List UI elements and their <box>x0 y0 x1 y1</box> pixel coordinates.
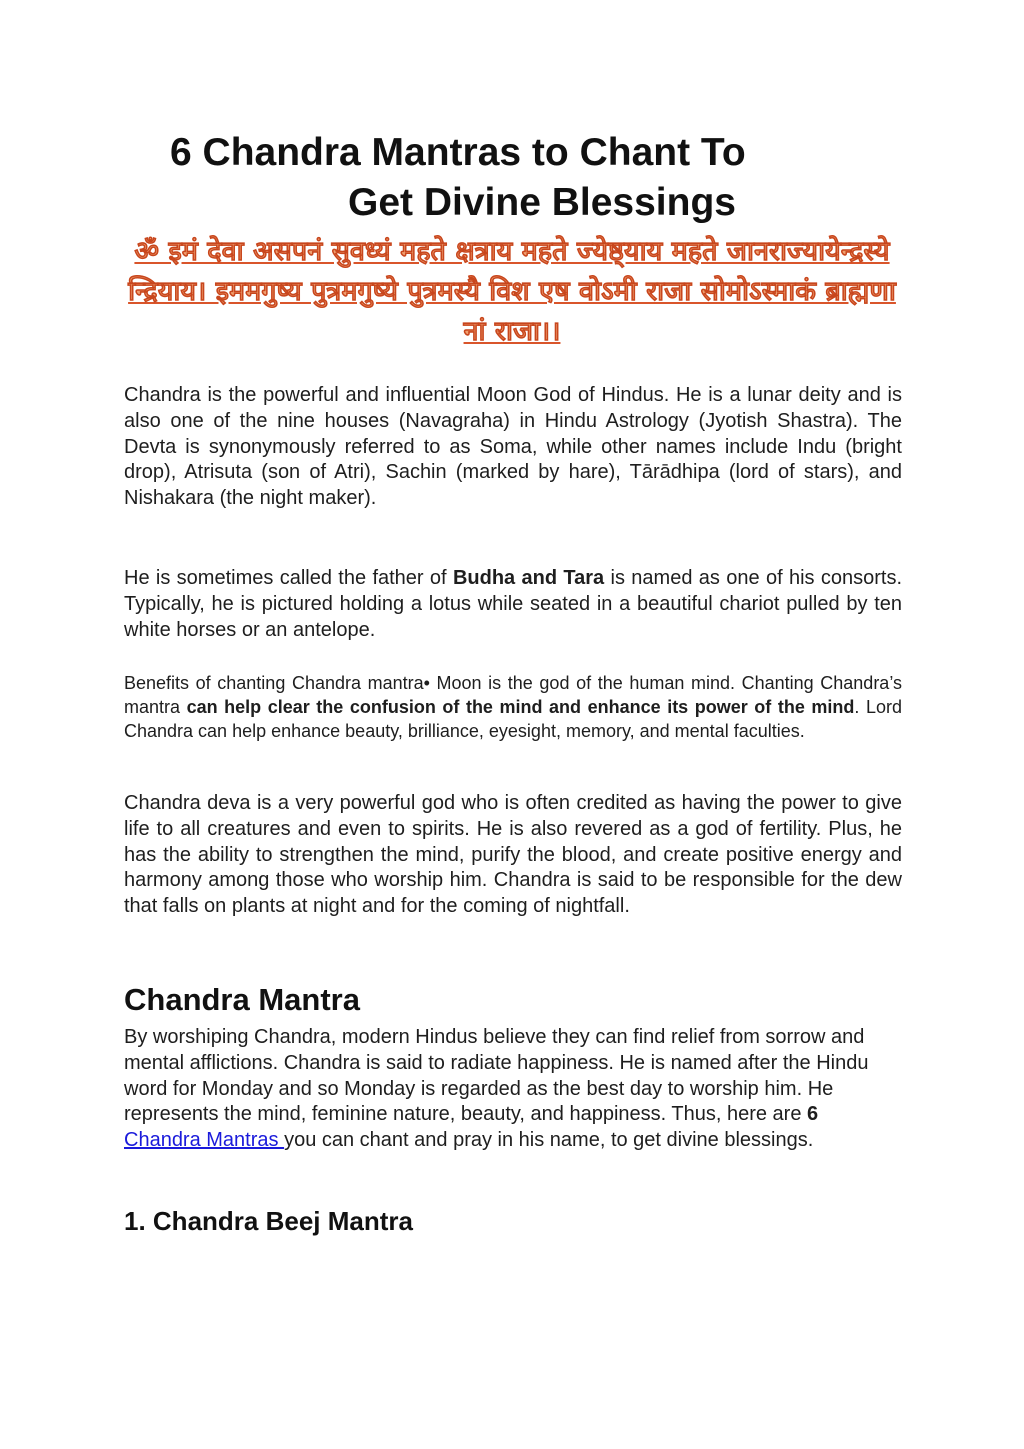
sanskrit-verse: ॐ इमं देवा असपनं सुवध्यं महते क्षत्राय महते ज्येष्ठ्याय महते जानराज्यायेन्द्रस्ये न्द्रियाय। इममगुष्य पुत्रमगुष्ये पुत्रमस्यै विश एष वोऽमी राजा सोमोऽस्माकं ब्राह्मणा नां राजा।। <box>128 236 896 347</box>
worship-paragraph <box>124 1025 884 1154</box>
title-line-2: Get Divine Blessings <box>348 181 736 224</box>
section-heading: Chandra Mantra <box>124 982 360 1017</box>
document-title <box>150 128 790 228</box>
benefits-text-before: Benefits of chanting Chandra mantra• Moon is the god of the human mind. Chanting Chandra’s mantra <box>124 673 902 717</box>
worship-text-after: you can chant and pray in his name, to get divine blessings. <box>284 1129 814 1152</box>
family-text-before: He is sometimes called the father of <box>124 567 453 589</box>
worship-bold-number: 6 <box>807 1103 819 1126</box>
powers-paragraph: Chandra deva is a very powerful god who is often credited as having the power to give life to all creatures and even to spirits. He is also revered as a god of fertility. Plus, he has the ability to strengthen the mind, purify the blood, and create positive energy and harmony among those who worship him. Chandra is said to be responsible for the dew that falls on plants at night and for the coming of nightfall. <box>124 792 902 918</box>
benefits-paragraph <box>124 672 902 743</box>
benefits-text-after: . Lord Chandra can help enhance beauty, brilliance, eyesight, memory, and mental faculties. <box>124 696 902 741</box>
title-line-1: 6 Chandra Mantras to Chant To <box>170 131 746 174</box>
benefits-bold-text: can help clear the confusion of the mind and enhance its power of the mind <box>186 696 855 717</box>
mantra-subheading: 1. Chandra Beej Mantra <box>124 1206 413 1236</box>
intro-paragraph: Chandra is the powerful and influential Moon God of Hindus. He is a lunar deity and is also one of the nine houses (Navagraha) in Hindu Astrology (Jyotish Shastra). The Devta is synonymously referred to as Soma, while other names include Indu (bright drop), Atrisuta (son of Atri), Sachin (marked by hare), Tārādhipa (lord of stars), and Nishakara (the night maker). <box>124 384 902 510</box>
family-text-after: is named as one of his consorts. Typically, he is pictured holding a lotus while seated in a beautiful chariot pulled by ten white horses or an antelope. <box>124 567 903 641</box>
family-paragraph <box>124 566 902 643</box>
chandra-mantras-link[interactable]: Chandra Mantras <box>124 1129 285 1152</box>
family-bold-text: Budha and Tara <box>452 567 605 589</box>
worship-text-before: By worshiping Chandra, modern Hindus believe they can find relief from sorrow and mental afflictions. Chandra is said to radiate happiness. He is named after the Hindu word for Monday and so Monday is regarded as the best day to worship him. He represents the mind, feminine nature, beauty, and happiness. Thus, here are <box>124 1026 869 1126</box>
